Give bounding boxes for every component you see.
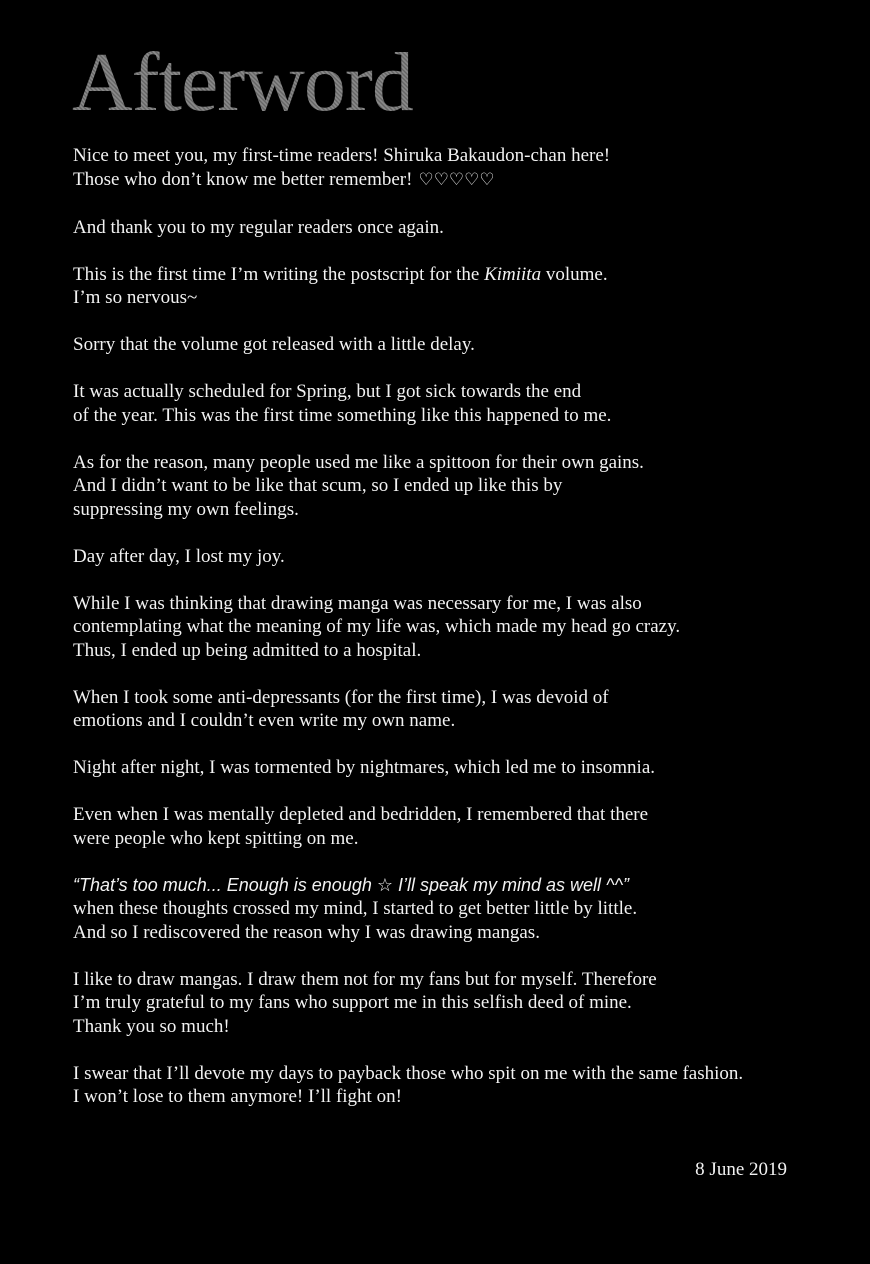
text-line: I’m truly grateful to my fans who support me in this selfish deed of mine. xyxy=(73,992,632,1013)
text-line xyxy=(73,263,833,287)
afterword-body xyxy=(73,144,833,1132)
paragraph-thanks xyxy=(73,216,833,240)
text-line: suppressing my own feelings. xyxy=(73,498,299,520)
text-line: Nice to meet you, my first-time readers! Shiruka Bakaudon-chan here! xyxy=(73,145,611,166)
text-line: I like to draw mangas. I draw them not for my fans but for myself. Therefore xyxy=(73,968,657,990)
date-signature: 8 June 2019 xyxy=(695,1159,787,1180)
paragraph-bedridden xyxy=(73,803,833,850)
paragraph-greeting xyxy=(73,144,833,192)
text-line: And so I rediscovered the reason why I was drawing mangas. xyxy=(73,921,540,943)
text-line: emotions and I couldn’t even write my own name. xyxy=(73,710,456,731)
text-line: I’m so nervous~ xyxy=(73,287,198,308)
text-line xyxy=(73,168,833,193)
paragraph-first-postscript xyxy=(73,263,833,310)
text-line: were people who kept spitting on me. xyxy=(73,827,359,849)
text-line: As for the reason, many people used me like a spittoon for their own gains. xyxy=(73,451,644,473)
text-line: Sorry that the volume got released with a little delay. xyxy=(73,334,475,355)
text-line: Day after day, I lost my joy. xyxy=(73,545,285,567)
text-line: And thank you to my regular readers once again. xyxy=(73,216,444,238)
text-line: contemplating what the meaning of my life was, which made my head go crazy. xyxy=(73,616,681,637)
paragraph-gratitude xyxy=(73,968,833,1039)
paragraph-hospital xyxy=(73,592,833,663)
paragraph-insomnia xyxy=(73,756,833,780)
text-line: Night after night, I was tormented by nightmares, which led me to insomnia. xyxy=(73,757,656,778)
text-line: And I didn’t want to be like that scum, so I ended up like this by xyxy=(73,475,563,496)
paragraph-recovery xyxy=(73,874,833,945)
paragraph-antidepressants xyxy=(73,686,833,733)
paragraph-delay xyxy=(73,333,833,357)
paragraph-reason xyxy=(73,451,833,522)
text-line: While I was thinking that drawing manga was necessary for me, I was also xyxy=(73,592,642,614)
hearts-icon: ♡♡♡♡♡ xyxy=(418,169,495,190)
text-line: of the year. This was the first time something like this happened to me. xyxy=(73,404,612,426)
text-segment: Those who don’t know me better remember! xyxy=(73,168,413,190)
text-line: I won’t lose to them anymore! I’ll fight on! xyxy=(73,1086,402,1107)
paragraph-resolve xyxy=(73,1062,833,1109)
text-line: Even when I was mentally depleted and bedridden, I remembered that there xyxy=(73,804,649,825)
paragraph-schedule xyxy=(73,380,833,427)
page-title: Afterword xyxy=(72,36,413,129)
text-line: When I took some anti-depressants (for the first time), I was devoid of xyxy=(73,686,609,708)
paragraph-joy xyxy=(73,545,833,569)
quote-line: “That’s too much... Enough is enough ☆ I’ll speak my mind as well ^^” xyxy=(73,874,629,895)
text-line: Thank you so much! xyxy=(73,1015,230,1037)
text-line: I swear that I’ll devote my days to payback those who spit on me with the same fashion. xyxy=(73,1062,744,1084)
text-segment: This is the first time I’m writing the postscript for the xyxy=(73,263,485,285)
title-kimiita: Kimiita xyxy=(484,263,542,285)
text-line: Thus, I ended up being admitted to a hospital. xyxy=(73,639,422,661)
text-line: It was actually scheduled for Spring, but I got sick towards the end xyxy=(73,381,582,402)
text-segment: volume. xyxy=(541,263,608,285)
text-line: when these thoughts crossed my mind, I started to get better little by little. xyxy=(73,898,638,919)
